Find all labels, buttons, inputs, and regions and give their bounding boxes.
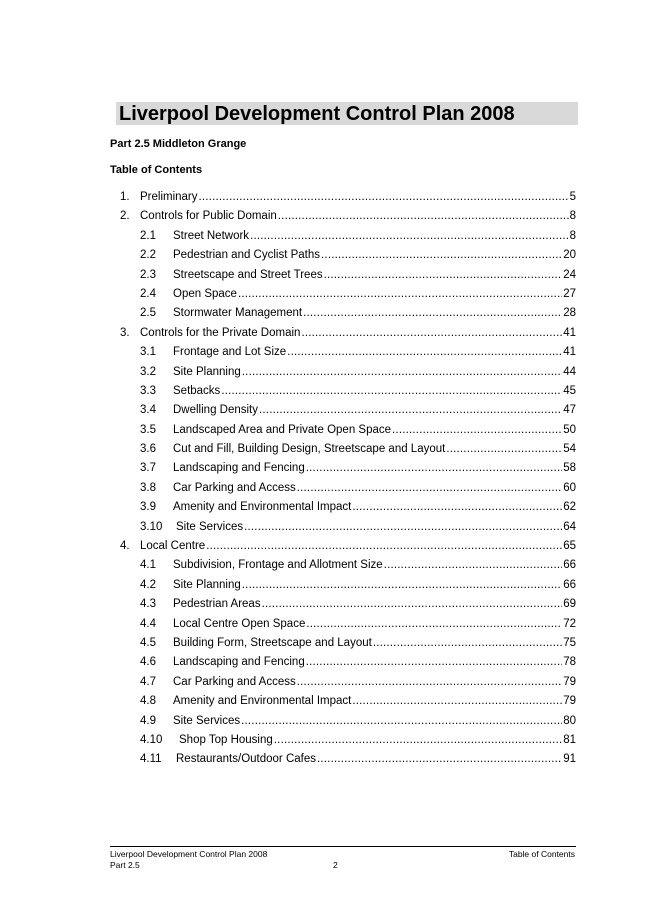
table-of-contents [0, 188, 653, 770]
toc-entry-number: 4. [120, 540, 130, 553]
toc-entry[interactable] [0, 634, 653, 653]
dot-leader [306, 615, 562, 634]
toc-entry-page: 81 [563, 733, 576, 746]
toc-entry-label: Controls for the Private Domain [140, 326, 301, 339]
toc-entry-page: 50 [563, 423, 576, 436]
toc-entry-page: 64 [563, 520, 576, 533]
dot-leader [262, 595, 563, 614]
toc-entry-label: Streetscape and Street Trees [173, 268, 323, 281]
toc-heading: Table of Contents [110, 164, 203, 176]
toc-entry-label: Frontage and Lot Size [173, 346, 287, 359]
dot-leader [287, 343, 562, 362]
toc-entry[interactable] [0, 304, 653, 323]
toc-entry-page: 58 [563, 462, 576, 475]
toc-entry-label: Site Services [176, 520, 244, 533]
toc-entry-number: 4.7 [140, 675, 156, 688]
toc-entry-number: 1. [120, 191, 130, 203]
toc-entry[interactable] [0, 227, 653, 246]
toc-entry[interactable] [0, 421, 653, 440]
toc-entry-number: 4.5 [140, 636, 156, 649]
toc-entry-label: Cut and Fill, Building Design, Streetscape and Layout [173, 443, 446, 456]
toc-entry-page: 54 [563, 443, 576, 456]
toc-entry-number: 4.10 [140, 733, 163, 746]
toc-entry-label: Car Parking and Access [173, 481, 296, 494]
toc-entry[interactable] [0, 615, 653, 634]
dot-leader [242, 363, 562, 382]
toc-entry-page: 45 [563, 384, 576, 397]
toc-entry-label: Landscaping and Fencing [173, 656, 305, 669]
toc-entry-number: 3.9 [140, 501, 156, 514]
toc-entry-number: 2.5 [140, 307, 156, 320]
toc-entry-label: Site Services [173, 714, 241, 727]
toc-entry-label: Setbacks [173, 384, 221, 397]
toc-entry[interactable] [0, 266, 653, 285]
dot-leader [242, 576, 562, 595]
toc-entry-number: 2.3 [140, 268, 156, 281]
toc-entry-number: 3.3 [140, 384, 156, 397]
toc-entry-page: 80 [563, 714, 576, 727]
dot-leader [392, 421, 562, 440]
dot-leader [373, 634, 562, 653]
footer-document-name: Liverpool Development Control Plan 2008 [110, 849, 268, 859]
dot-leader [303, 304, 562, 323]
toc-entry-page: 66 [563, 578, 576, 591]
toc-entry[interactable] [0, 401, 653, 420]
toc-entry-number: 2. [120, 210, 130, 223]
dot-leader [206, 537, 562, 556]
toc-entry-label: Local Centre [140, 540, 206, 553]
toc-entry-number: 4.8 [140, 695, 156, 708]
toc-entry-number: 4.4 [140, 617, 156, 630]
toc-entry[interactable] [0, 731, 653, 750]
toc-entry[interactable] [0, 207, 653, 226]
dot-leader [306, 459, 562, 478]
toc-entry-number: 2.1 [140, 229, 156, 242]
toc-entry-number: 4.9 [140, 714, 156, 727]
toc-entry-label: Restaurants/Outdoor Cafes [176, 753, 316, 766]
dot-leader [352, 692, 562, 711]
toc-entry-page: 44 [563, 365, 576, 378]
dot-leader [278, 207, 569, 226]
toc-entry-page: 75 [563, 636, 576, 649]
toc-entry-page: 5 [569, 191, 576, 203]
toc-entry[interactable] [0, 673, 653, 692]
dot-leader [297, 673, 562, 692]
toc-entry[interactable] [0, 246, 653, 265]
dot-leader [306, 653, 562, 672]
toc-entry[interactable] [0, 537, 653, 556]
toc-entry[interactable] [0, 479, 653, 498]
toc-entry-number: 3.10 [140, 520, 163, 533]
dot-leader [352, 498, 562, 517]
toc-entry-label: Site Planning [173, 578, 241, 591]
toc-entry-page: 78 [563, 656, 576, 669]
toc-entry-page: 62 [563, 501, 576, 514]
toc-entry-number: 3. [120, 326, 130, 339]
toc-entry[interactable] [0, 750, 653, 769]
toc-entry-page: 72 [563, 617, 576, 630]
toc-entry-number: 3.7 [140, 462, 156, 475]
toc-entry-page: 8 [569, 210, 576, 223]
toc-entry-page: 24 [563, 268, 576, 281]
toc-entry-label: Car Parking and Access [173, 675, 296, 688]
toc-entry-page: 20 [563, 249, 576, 262]
toc-entry-label: Pedestrian and Cyclist Paths [173, 249, 321, 262]
dot-leader [384, 556, 563, 575]
toc-entry-page: 8 [569, 229, 576, 242]
dot-leader [259, 401, 562, 420]
toc-entry-page: 69 [563, 598, 576, 611]
toc-entry[interactable] [0, 576, 653, 595]
toc-entry-label: Dwelling Density [173, 404, 259, 417]
toc-entry[interactable] [0, 459, 653, 478]
dot-leader [321, 246, 562, 265]
toc-entry-label: Landscaped Area and Private Open Space [173, 423, 392, 436]
toc-entry-label: Preliminary [140, 191, 198, 203]
toc-entry[interactable] [0, 653, 653, 672]
page-title: Liverpool Development Control Plan 2008 [119, 103, 515, 125]
toc-entry-label: Amenity and Environmental Impact [173, 695, 352, 708]
toc-entry-label: Subdivision, Frontage and Allotment Size [173, 559, 383, 572]
toc-entry[interactable] [0, 556, 653, 575]
dot-leader [301, 324, 562, 343]
toc-entry-page: 60 [563, 481, 576, 494]
toc-entry-label: Street Network [173, 229, 250, 242]
toc-entry[interactable] [0, 363, 653, 382]
dot-leader [324, 266, 563, 285]
toc-entry-number: 4.2 [140, 578, 156, 591]
toc-entry-number: 2.4 [140, 287, 156, 300]
toc-entry-label: Local Centre Open Space [173, 617, 306, 630]
toc-entry-label: Pedestrian Areas [173, 598, 261, 611]
toc-entry-number: 3.6 [140, 443, 156, 456]
toc-entry-number: 4.1 [140, 559, 156, 572]
toc-entry-page: 47 [563, 404, 576, 417]
toc-entry-number: 4.3 [140, 598, 156, 611]
toc-entry-page: 79 [563, 675, 576, 688]
footer-part: Part 2.5 [110, 860, 140, 870]
toc-entry[interactable] [0, 285, 653, 304]
toc-entry-page: 28 [563, 307, 576, 320]
toc-entry-page: 66 [563, 559, 576, 572]
toc-entry-number: 3.8 [140, 481, 156, 494]
dot-leader [446, 440, 562, 459]
toc-entry-number: 3.2 [140, 365, 156, 378]
document-subtitle: Part 2.5 Middleton Grange [110, 138, 247, 150]
toc-entry-label: Controls for Public Domain [140, 210, 277, 223]
toc-entry-page: 91 [563, 753, 576, 766]
toc-entry[interactable] [0, 440, 653, 459]
toc-entry-page: 41 [563, 326, 576, 339]
toc-entry[interactable] [0, 324, 653, 343]
toc-entry-number: 4.11 [140, 753, 162, 766]
toc-entry-page: 79 [563, 695, 576, 708]
footer-section-name: Table of Contents [508, 849, 575, 859]
toc-entry-page: 27 [563, 287, 576, 300]
toc-entry-page: 65 [563, 540, 576, 553]
toc-entry[interactable] [0, 343, 653, 362]
toc-entry[interactable] [0, 518, 653, 537]
toc-entry-number: 3.4 [140, 404, 156, 417]
dot-leader [238, 285, 562, 304]
toc-entry[interactable] [0, 692, 653, 711]
dot-leader [274, 731, 562, 750]
dot-leader [199, 188, 569, 207]
dot-leader [241, 712, 562, 731]
toc-entry-label: Building Form, Streetscape and Layout [173, 636, 372, 649]
toc-entry-label: Shop Top Housing [179, 733, 273, 746]
toc-entry[interactable] [0, 498, 653, 517]
toc-entry-number: 2.2 [140, 249, 156, 262]
toc-entry-label: Amenity and Environmental Impact [173, 501, 352, 514]
toc-entry-label: Stormwater Management [173, 307, 303, 320]
toc-entry-number: 4.6 [140, 656, 156, 669]
dot-leader [221, 382, 562, 401]
dot-leader [297, 479, 562, 498]
footer-divider [110, 846, 576, 847]
dot-leader [244, 518, 562, 537]
toc-entry-label: Landscaping and Fencing [173, 462, 305, 475]
toc-entry-page: 41 [563, 346, 576, 359]
toc-entry-label: Open Space [173, 287, 237, 300]
toc-entry-label: Site Planning [173, 365, 241, 378]
footer-page-number: 2 [333, 860, 338, 870]
toc-entry-number: 3.5 [140, 423, 156, 436]
toc-entry-number: 3.1 [140, 346, 156, 359]
toc-entry[interactable] [0, 188, 653, 207]
toc-entry[interactable] [0, 595, 653, 614]
dot-leader [250, 227, 569, 246]
dot-leader [317, 750, 562, 769]
toc-entry[interactable] [0, 382, 653, 401]
toc-entry[interactable] [0, 712, 653, 731]
